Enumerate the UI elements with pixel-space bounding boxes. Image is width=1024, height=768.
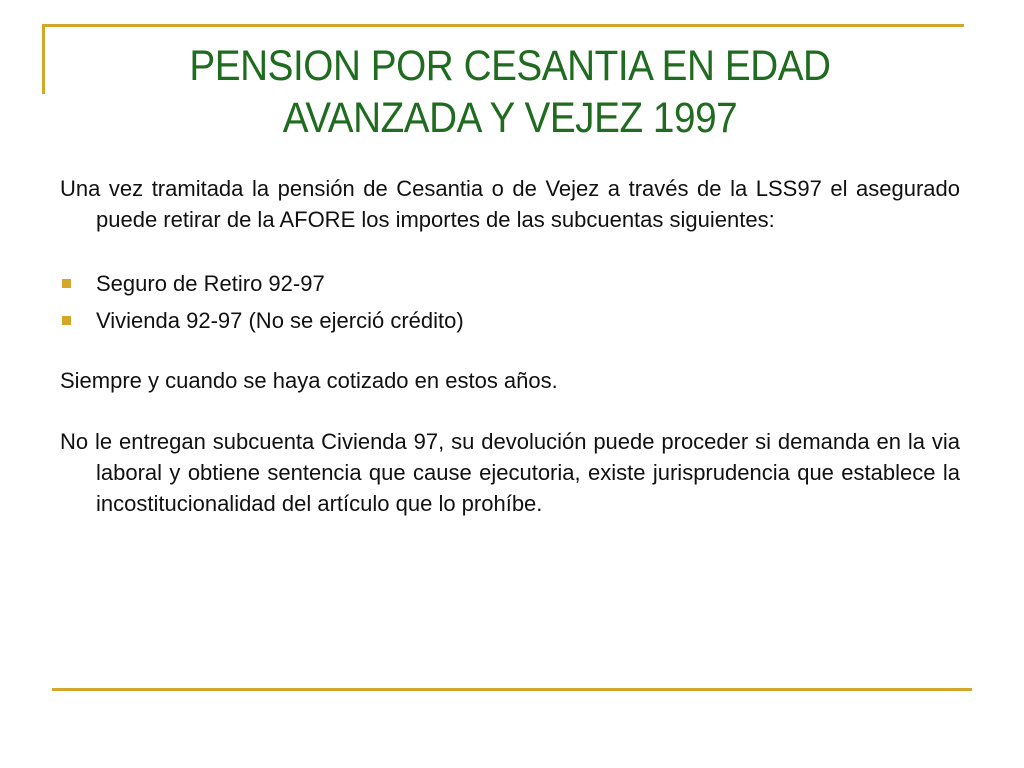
slide-title [105, 40, 915, 144]
frame-bottom-rule [52, 688, 972, 691]
paragraph-intro: Una vez tramitada la pensión de Cesantia o de Vejez a través de la LSS97 el asegurado puede retirar de la AFORE los importes de las subcuentas siguientes: [60, 176, 960, 232]
title-line-2: AVANZADA Y VEJEZ 1997 [282, 94, 738, 142]
frame-left-rule [42, 24, 45, 94]
list-item [60, 305, 960, 336]
title-line-1: PENSION POR CESANTIA EN EDAD [189, 42, 831, 90]
list-item [60, 268, 960, 299]
paragraph-note: No le entregan subcuenta Civienda 97, su devolución puede proceder si demanda en la via laboral y obtiene sentencia que cause ejecutoria, existe jurisprudencia que establece la incostitucionalidad del artículo que lo prohíbe. [60, 429, 960, 516]
bullet-text: Vivienda 92-97 (No se ejerció crédito) [96, 308, 464, 333]
frame-top-rule [42, 24, 964, 27]
paragraph-condition: Siempre y cuando se haya cotizado en estos años. [60, 368, 558, 393]
square-bullet-icon [62, 316, 71, 325]
slide-body [60, 173, 960, 519]
bullet-list [60, 268, 960, 336]
square-bullet-icon [62, 279, 71, 288]
bullet-text: Seguro de Retiro 92-97 [96, 271, 325, 296]
